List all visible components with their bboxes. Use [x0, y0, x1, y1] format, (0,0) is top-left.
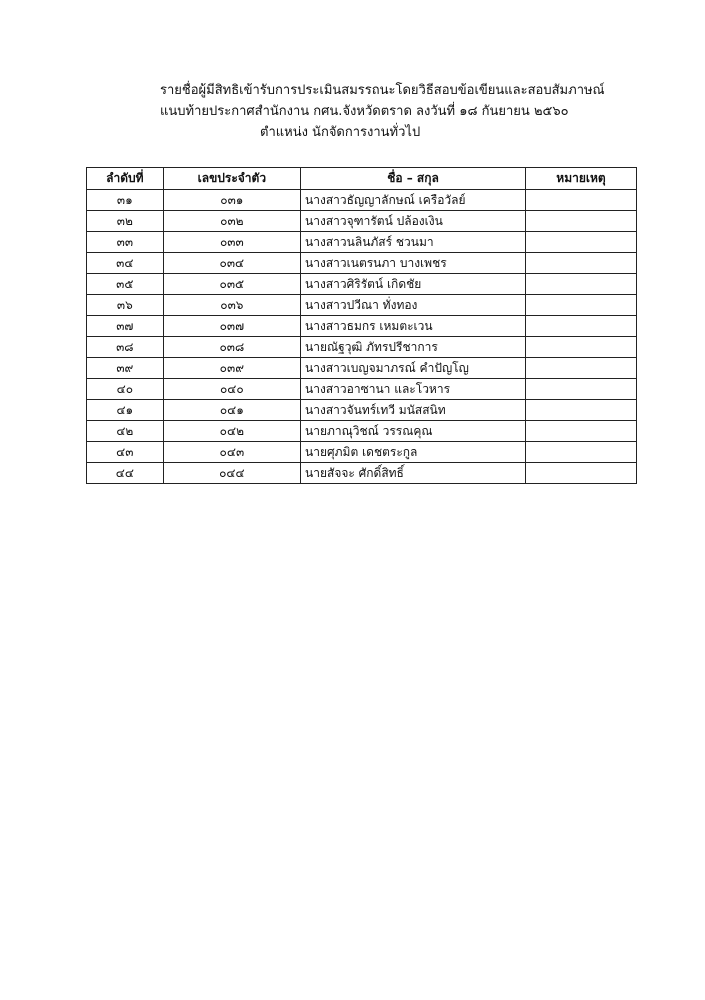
cell-id: ๐๔๒	[163, 421, 300, 442]
cell-note	[526, 379, 637, 400]
cell-note	[526, 421, 637, 442]
table-header-row	[87, 168, 637, 190]
cell-note	[526, 232, 637, 253]
cell-no: ๓๓	[87, 232, 164, 253]
document-header	[0, 80, 705, 143]
cell-no: ๔๑	[87, 400, 164, 421]
table-body	[87, 190, 637, 484]
cell-name: นางสาวจุฑารัตน์ ปล้องเงิน	[301, 211, 526, 232]
cell-name: นางสาวศิริรัตน์ เกิดชัย	[301, 274, 526, 295]
cell-note	[526, 337, 637, 358]
header-title: รายชื่อผู้มีสิทธิเข้ารับการประเมินสมรรถนะโดยวิธีสอบข้อเขียนและสอบสัมภาษณ์	[160, 83, 605, 98]
cell-name: นายภาณุวิชณ์ วรรณคุณ	[301, 421, 526, 442]
cell-note	[526, 211, 637, 232]
cell-note	[526, 190, 637, 211]
header-announcement: แนบท้ายประกาศสำนักงาน กศน.จังหวัดตราด ลงวันที่ ๑๘ กันยายน ๒๕๖๐	[160, 104, 569, 119]
cell-id: ๐๓๘	[163, 337, 300, 358]
column-header-name: ชื่อ – สกุล	[301, 168, 526, 190]
cell-note	[526, 295, 637, 316]
cell-name: นางสาวอาซานา และโวหาร	[301, 379, 526, 400]
cell-no: ๓๒	[87, 211, 164, 232]
cell-note	[526, 274, 637, 295]
column-header-id: เลขประจำตัว	[163, 168, 300, 190]
cell-id: ๐๓๙	[163, 358, 300, 379]
header-position: ตำแหน่ง นักจัดการงานทั่วไป	[260, 125, 421, 140]
cell-no: ๔๓	[87, 442, 164, 463]
table-row	[87, 316, 637, 337]
table-row	[87, 358, 637, 379]
cell-id: ๐๔๑	[163, 400, 300, 421]
cell-note	[526, 442, 637, 463]
cell-note	[526, 253, 637, 274]
cell-id: ๐๓๒	[163, 211, 300, 232]
cell-name: นายณัฐวุฒิ ภัทรปรีชาการ	[301, 337, 526, 358]
column-header-no: ลำดับที่	[87, 168, 164, 190]
cell-id: ๐๔๓	[163, 442, 300, 463]
cell-id: ๐๓๔	[163, 253, 300, 274]
cell-name: นางสาวธมกร เหมตะเวน	[301, 316, 526, 337]
cell-no: ๓๕	[87, 274, 164, 295]
table-row	[87, 442, 637, 463]
table-row	[87, 232, 637, 253]
cell-no: ๓๙	[87, 358, 164, 379]
cell-no: ๔๐	[87, 379, 164, 400]
table-row	[87, 379, 637, 400]
table-row	[87, 463, 637, 484]
table-row	[87, 253, 637, 274]
cell-note	[526, 316, 637, 337]
cell-no: ๓๖	[87, 295, 164, 316]
cell-name: นายสัจจะ ศักดิ์สิทธิ์	[301, 463, 526, 484]
cell-no: ๓๗	[87, 316, 164, 337]
column-header-note: หมายเหตุ	[526, 168, 637, 190]
cell-name: นางสาวธัญญาลักษณ์ เครือวัลย์	[301, 190, 526, 211]
cell-id: ๐๓๖	[163, 295, 300, 316]
cell-id: ๐๔๔	[163, 463, 300, 484]
table-row	[87, 295, 637, 316]
cell-id: ๐๓๑	[163, 190, 300, 211]
cell-no: ๓๘	[87, 337, 164, 358]
cell-id: ๐๓๕	[163, 274, 300, 295]
cell-no: ๔๔	[87, 463, 164, 484]
cell-no: ๓๔	[87, 253, 164, 274]
table-row	[87, 400, 637, 421]
table-row	[87, 421, 637, 442]
table-row	[87, 337, 637, 358]
cell-no: ๓๑	[87, 190, 164, 211]
table-row	[87, 274, 637, 295]
cell-name: นางสาวปวีณา ทั่งทอง	[301, 295, 526, 316]
table-row	[87, 190, 637, 211]
cell-name: นางสาวนลินภัสร์ ชวนมา	[301, 232, 526, 253]
cell-name: นางสาวจันทร์เทวี มนัสสนิท	[301, 400, 526, 421]
cell-id: ๐๔๐	[163, 379, 300, 400]
cell-name: นางสาวเนตรนภา บางเพชร	[301, 253, 526, 274]
table-row	[87, 211, 637, 232]
cell-note	[526, 358, 637, 379]
cell-name: นายศุภมิต เดชตระกูล	[301, 442, 526, 463]
cell-no: ๔๒	[87, 421, 164, 442]
cell-id: ๐๓๓	[163, 232, 300, 253]
cell-name: นางสาวเบญจมาภรณ์ คำปัญโญ	[301, 358, 526, 379]
cell-note	[526, 463, 637, 484]
cell-id: ๐๓๗	[163, 316, 300, 337]
candidate-table	[86, 167, 637, 484]
cell-note	[526, 400, 637, 421]
